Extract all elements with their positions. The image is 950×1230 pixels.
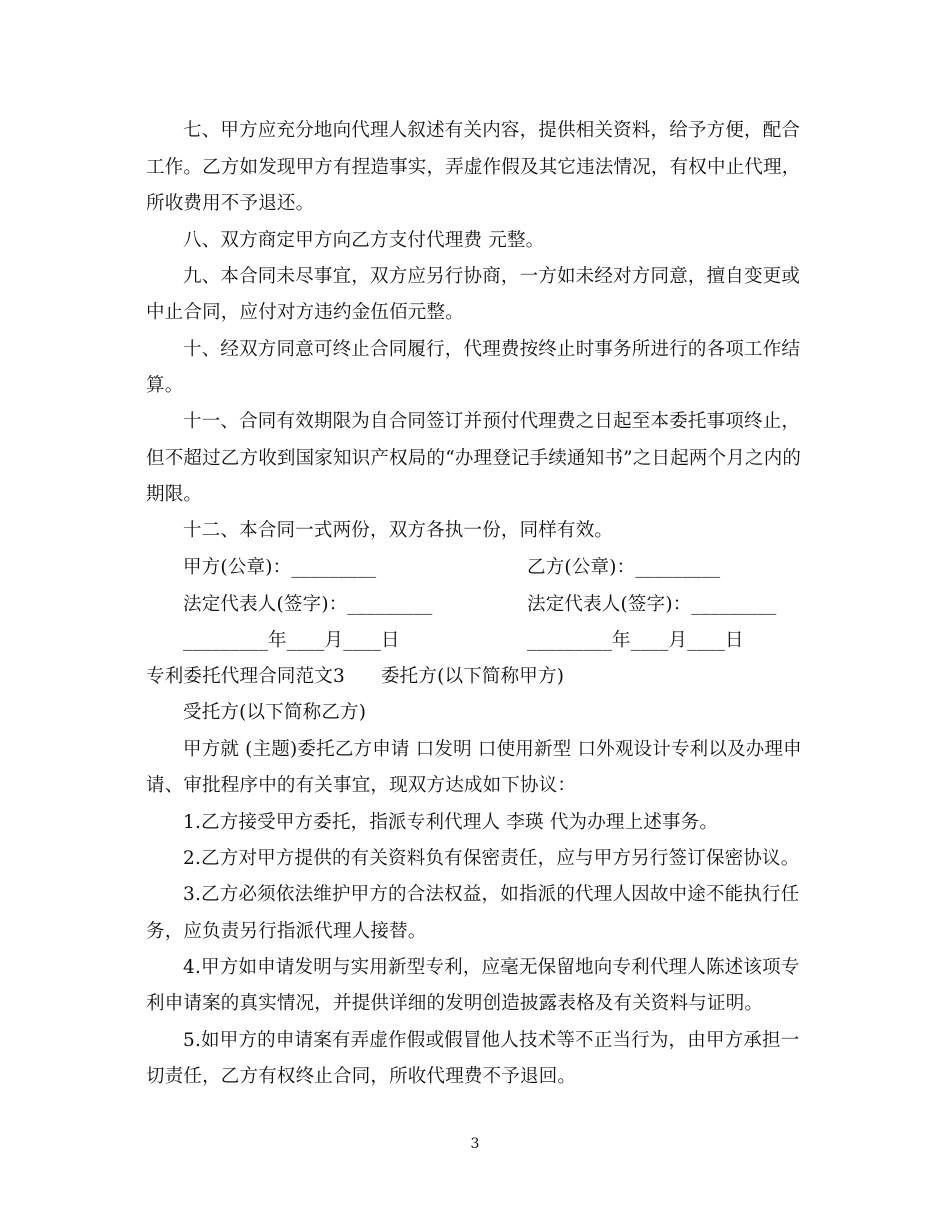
clause-11-line-1: 十一、合同有效期限为自合同签订并预付代理费之日起至本委托事项终止， (183, 411, 801, 432)
clause-10-line-1: 十、经双方同意可终止合同履行，代理费按终止时事务所进行的各项工作结 (183, 339, 801, 360)
party-b-representative: 法定代表人(签字)：_________ (527, 594, 777, 615)
clause-7-line-2: 工作。乙方如发现甲方有捏造事实，弄虚作假及其它违法情况，有权中止代理， (146, 157, 801, 178)
clause-11-line-2: 但不超过乙方收到国家知识产权局的“办理登记手续通知书”之日起两个月之内的 (146, 448, 802, 469)
item-3-line-1: 3.乙方必须依法维护甲方的合法权益，如指派的代理人因故中途不能执行任 (183, 884, 800, 905)
clause-9-line-2: 中止合同，应付对方违约金伍佰元整。 (146, 302, 464, 323)
agent-party: 受托方(以下简称乙方) (183, 702, 367, 723)
clause-10-line-2: 算。 (146, 375, 184, 396)
item-5-line-1: 5.如甲方的申请案有弄虚作假或假冒他人技术等不正当行为，由甲方承担一 (183, 1030, 800, 1051)
intro-line-2: 请、审批程序中的有关事宜，现双方达成如下协议： (146, 775, 577, 796)
contract-3-heading (146, 666, 564, 688)
intro-line-1: 甲方就 (主题)委托乙方申请 口发明 口使用新型 口外观设计专利以及办理申 (183, 739, 802, 760)
party-b-seal: 乙方(公章)：_________ (527, 557, 721, 578)
clause-11-line-3: 期限。 (146, 484, 203, 505)
party-a-seal: 甲方(公章)：_________ (183, 557, 377, 578)
clause-12: 十二、本合同一式两份，双方各执一份，同样有效。 (183, 520, 614, 541)
client-party: 委托方(以下简称甲方) (380, 666, 565, 687)
item-5-line-2: 切责任，乙方有权终止合同，所收代理费不予退回。 (146, 1066, 577, 1087)
clause-9-line-1: 九、本合同未尽事宜，双方应另行协商，一方如未经对方同意，擅自变更或 (183, 266, 801, 287)
contract-3-title: 专利委托代理合同范文3 (146, 666, 345, 687)
item-3-line-2: 务，应负责另行指派代理人接替。 (146, 921, 427, 942)
party-a-representative: 法定代表人(签字)：_________ (183, 594, 433, 615)
item-1: 1.乙方接受甲方委托，指派专利代理人 李瑛 代为办理上述事务。 (183, 812, 719, 833)
clause-7-line-3: 所收费用不予退还。 (146, 193, 315, 214)
clause-7-line-1: 七、甲方应充分地向代理人叙述有关内容，提供相关资料，给予方便，配合 (183, 120, 801, 141)
party-a-date: _________年____月____日 (183, 630, 400, 651)
item-4-line-2: 利申请案的真实情况，并提供详细的发明创造披露表格及有关资料与证明。 (146, 993, 764, 1014)
page-number: 3 (470, 1136, 480, 1152)
clause-8: 八、双方商定甲方向乙方支付代理费 元整。 (183, 230, 545, 251)
item-4-line-1: 4.甲方如申请发明与实用新型专利，应毫无保留地向专利代理人陈述该项专 (183, 957, 800, 978)
party-b-date: _________年____月____日 (527, 630, 744, 651)
item-2: 2.乙方对甲方提供的有关资料负有保密责任，应与甲方另行签订保密协议。 (183, 848, 800, 869)
